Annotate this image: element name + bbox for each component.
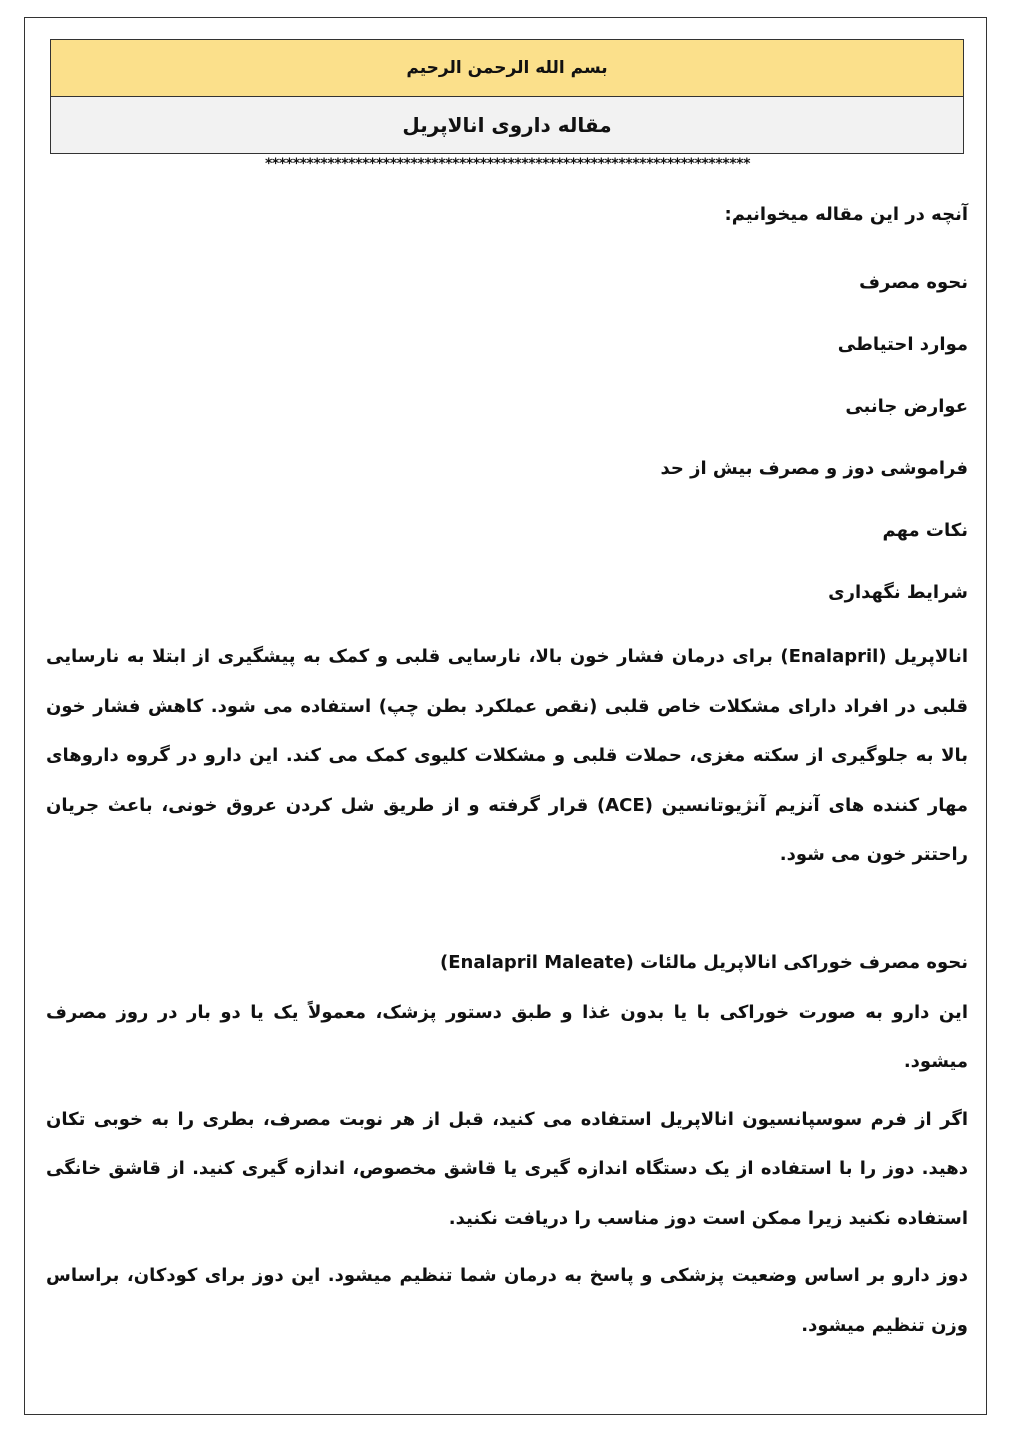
article-body — [46, 190, 968, 1350]
section-heading: نحوه مصرف خوراکی انالاپریل مالئات (Enalapril Maleate) — [440, 951, 968, 973]
paragraph-gap — [46, 1243, 968, 1251]
article-title: مقاله داروی انالاپریل — [51, 97, 963, 153]
toc-item-missed-dose: فراموشی دوز و مصرف بیش از حد — [660, 458, 968, 479]
intro-paragraph: انالاپریل (Enalapril) برای درمان فشار خون بالا، نارسایی قلبی و کمک به پیشگیری از ابتلا به نارسایی قلبی در افراد دارای مشکلات خاص قلبی (نقص عملکرد بطن چپ) استفاده می شود. کاهش فشار خون بالا به جلوگیری از سکته مغزی، حملات قلبی و مشکلات کلیوی کمک می کند. این دارو در گروه داروهای مهار کننده های آنزیم آنژیوتانسین (ACE) قرار گرفته و از طریق شل کردن عروق خونی، باعث جریان راحتتر خون می شود. — [46, 646, 968, 865]
toc-item-notes: نکات مهم — [882, 520, 968, 541]
paragraph-gap — [46, 1087, 968, 1095]
paragraph-suspension: اگر از فرم سوسپانسیون انالاپریل استفاده می کنید، قبل از هر نوبت مصرف، بطری را به خوبی تکان دهید. دوز را با استفاده از یک دستگاه اندازه گیری یا قاشق مخصوص، اندازه گیری کنید. از قاشق خانگی استفاده نکنید زیرا ممکن است دوز مناسب را دریافت نکنید. — [46, 1108, 968, 1229]
header-table — [50, 39, 964, 154]
paragraph-dosage: دوز دارو بر اساس وضعیت پزشکی و پاسخ به درمان شما تنظیم میشود. این دوز برای کودکان، براساس وزن تنظیم میشود. — [46, 1265, 968, 1336]
paragraph-oral-use: این دارو به صورت خوراکی با یا بدون غذا و طبق دستور پزشک، معمولاً یک یا دو بار در روز مصرف میشود. — [46, 1001, 968, 1072]
toc-intro: آنچه در این مقاله میخوانیم: — [724, 204, 968, 225]
star-separator: ********************************************************************** — [264, 156, 750, 172]
toc-item-storage: شرایط نگهداری — [828, 582, 968, 603]
toc-item-usage: نحوه مصرف — [859, 272, 968, 293]
toc-item-side-effects: عوارض جانبی — [845, 396, 968, 417]
toc-item-precautions: موارد احتیاطی — [837, 334, 968, 355]
bismillah-heading: بسم الله الرحمن الرحیم — [51, 40, 963, 97]
